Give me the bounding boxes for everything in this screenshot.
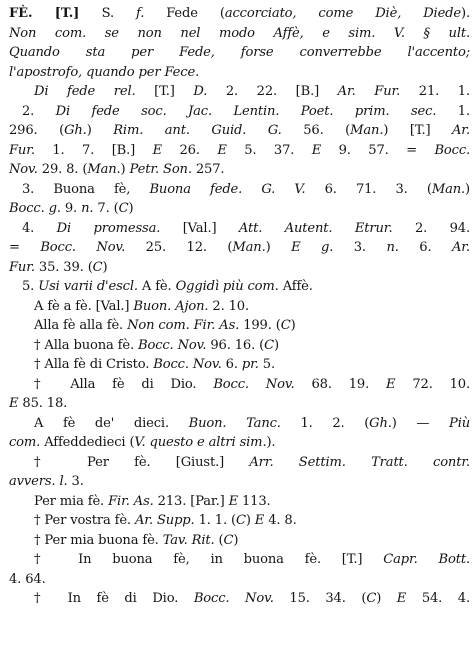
text-segment: Bocc. Nov. — [137, 337, 211, 353]
text-segment: pr. — [241, 357, 263, 372]
text-segment: 5. 37. — [244, 142, 312, 158]
text-line — [9, 375, 470, 395]
text-segment: E — [386, 376, 413, 392]
text-segment: A fè de' dieci. — [34, 415, 189, 431]
text-segment: l'apostrofo, quando per Fece. — [9, 64, 200, 80]
text-line — [9, 511, 470, 531]
text-line — [9, 238, 470, 258]
text-segment: ) — [245, 513, 255, 528]
text-segment: 4. — [22, 220, 57, 236]
text-segment: 96. 16. ( — [210, 337, 265, 353]
text-segment: ) — — [391, 415, 450, 431]
text-segment: 25. 12. ( — [145, 240, 233, 255]
text-segment: ) — [376, 591, 397, 606]
text-segment: ( — [218, 532, 224, 548]
text-segment: † Per mia buona fè. — [34, 532, 163, 548]
text-segment: † Alla fè di Dio. — [34, 376, 214, 392]
text-segment: E — [217, 142, 245, 158]
text-segment: ). — [266, 435, 276, 450]
text-segment: E — [254, 513, 269, 528]
text-segment: 2. 94. — [414, 220, 470, 236]
text-segment: 26. — [179, 142, 218, 158]
text-line — [9, 297, 470, 317]
text-segment: † Alla buona fè. — [34, 337, 138, 353]
text-segment: accorciato, come Diè, Diede — [224, 6, 462, 21]
text-segment: D. — [193, 84, 226, 99]
text-segment: Tav. Rit. — [162, 532, 219, 548]
text-line — [9, 219, 470, 239]
text-segment: ) — [102, 259, 108, 275]
text-segment: 3. — [353, 240, 387, 255]
text-segment: Man. — [431, 181, 466, 197]
text-segment: 1. 1. ( — [198, 513, 236, 528]
text-segment: 1. 2. ( — [300, 415, 370, 431]
text-segment: Capr. Bott. — [383, 552, 470, 567]
text-line — [9, 43, 470, 63]
text-segment: V. questo e altri sim. — [134, 435, 267, 450]
text-line — [9, 531, 470, 551]
text-segment: Alla fè alla fè. — [34, 318, 128, 333]
text-segment: 5. — [22, 279, 39, 294]
text-segment: 113. — [242, 493, 271, 509]
text-segment: Gh. — [369, 415, 392, 431]
text-segment: Fir. As. — [108, 493, 158, 509]
text-segment: Petr. Son. — [129, 162, 196, 177]
text-segment: Man. — [87, 162, 121, 177]
text-segment: Bocc. Nov. — [153, 357, 226, 372]
text-segment: Di fede soc. Jac. Lentin. Poet. prim. sec. — [55, 103, 458, 119]
text-segment: Affè. — [282, 279, 313, 294]
text-segment: E — [9, 396, 23, 411]
text-line — [9, 102, 470, 122]
text-segment: Affeddedieci ( — [44, 435, 135, 450]
text-segment: Bocc. — [434, 142, 470, 158]
text-line — [9, 180, 470, 200]
text-segment: ) — [120, 162, 130, 177]
text-segment: 213. [Par.] — [157, 493, 229, 509]
text-line — [9, 63, 470, 83]
text-segment: n. — [81, 201, 98, 216]
text-line — [9, 492, 470, 512]
text-segment: Usi varii d'escl. — [38, 279, 142, 294]
text-segment: Quando sta per Fede, forse converrebbe l'accento; — [9, 45, 470, 60]
text-segment: Fur. — [9, 142, 53, 158]
text-segment: 5. — [262, 357, 275, 372]
text-segment: [T.] — [154, 84, 194, 99]
text-segment: Ar. Supp. — [134, 513, 199, 528]
text-segment: Bocc. g. — [9, 201, 65, 216]
text-segment: 54. 4. — [421, 591, 470, 606]
text-segment: Più — [449, 415, 470, 431]
text-segment: † In buona fè, in buona fè. [T.] — [34, 552, 384, 567]
text-segment: 68. 19. — [311, 376, 387, 392]
text-segment: E — [152, 142, 180, 158]
text-segment: 1. — [457, 103, 470, 119]
text-line — [9, 141, 470, 161]
text-segment: 3. Buona fè, — [22, 181, 150, 197]
text-line — [9, 199, 470, 219]
text-segment: = — [9, 240, 41, 255]
text-segment: 4. 8. — [268, 513, 297, 528]
text-segment: A fè. — [141, 279, 176, 294]
text-segment: com. — [9, 435, 45, 450]
text-line — [9, 4, 470, 24]
text-segment: ). — [461, 6, 470, 21]
text-segment: FÈ. [T.] — [9, 6, 102, 21]
text-segment: 9. 57. = — [338, 142, 435, 158]
text-segment: Man. — [232, 240, 266, 255]
text-segment: † Per fè. [Giust.] — [34, 454, 250, 470]
text-segment: ) — [265, 240, 292, 255]
text-segment: Di fede rel. — [34, 84, 155, 99]
text-segment: ) — [465, 181, 470, 197]
text-segment: Bocc. Nov. — [193, 591, 290, 606]
text-segment: C — [366, 591, 377, 606]
text-segment: 6. — [419, 240, 452, 255]
text-line — [9, 82, 470, 102]
text-segment: 1. 7. [B.] — [52, 142, 153, 158]
text-segment: E — [396, 591, 422, 606]
text-line — [9, 394, 470, 414]
text-segment: 4. 64. — [9, 571, 46, 587]
text-line — [9, 336, 470, 356]
text-segment: E — [228, 493, 242, 509]
text-segment: 85. 18. — [22, 396, 68, 411]
text-line — [9, 121, 470, 141]
text-segment: 56. ( — [303, 123, 351, 138]
text-segment: 257. — [195, 162, 225, 177]
text-line — [9, 589, 470, 609]
text-segment: n. — [386, 240, 420, 255]
text-segment: Bocc. Nov. — [40, 240, 146, 255]
text-segment: ) — [290, 318, 296, 333]
text-line — [9, 258, 470, 278]
text-segment: 15. 34. ( — [289, 591, 367, 606]
text-segment: Arr. Settim. Tratt. contr. — [249, 454, 470, 470]
text-segment: 21. 1. — [418, 84, 470, 99]
text-segment: avvers. l. — [9, 474, 72, 489]
text-segment: Buon. Ajon. — [133, 298, 213, 314]
text-segment: 6. 71. 3. ( — [324, 181, 432, 197]
text-segment: A fè a fè. [Val.] — [34, 298, 134, 314]
text-segment: ) — [233, 532, 239, 548]
text-line — [9, 277, 470, 297]
text-segment: 199. ( — [243, 318, 281, 333]
text-segment: Nov. — [9, 162, 42, 177]
text-line — [9, 550, 470, 570]
text-segment: Bocc. Nov. — [213, 376, 312, 392]
text-segment: ) [T.] — [383, 123, 452, 138]
text-segment: C — [92, 259, 103, 275]
text-segment: 3. — [71, 474, 84, 489]
text-segment: C — [223, 532, 234, 548]
text-segment: Buon. Tanc. — [188, 415, 301, 431]
text-segment: 35. 39. ( — [38, 259, 93, 275]
text-segment: C — [264, 337, 274, 353]
text-segment: Man. — [350, 123, 384, 138]
text-segment: † Alla fè di Cristo. — [34, 357, 154, 372]
text-segment: 2. 10. — [212, 298, 250, 314]
text-segment: ) — [128, 201, 134, 216]
text-segment: ) — [86, 123, 114, 138]
text-segment: 296. ( — [9, 123, 65, 138]
text-line — [9, 160, 470, 180]
text-segment: Att. Autent. Etrur. — [238, 220, 415, 236]
text-segment: 72. 10. — [412, 376, 470, 392]
text-segment: Ar. — [451, 240, 470, 255]
text-segment: † In fè di Dio. — [34, 591, 194, 606]
text-segment: 6. — [225, 357, 242, 372]
text-segment: 2. — [22, 103, 56, 119]
text-segment: C — [235, 513, 246, 528]
text-segment: S. — [101, 6, 136, 21]
text-segment: f. — [135, 6, 167, 21]
text-segment: Fede ( — [166, 6, 225, 21]
text-segment: Non com. se non nel modo Affè, e sim. V. § ult. — [9, 25, 470, 41]
text-segment: † Per vostra fè. — [34, 513, 135, 528]
text-line — [9, 316, 470, 336]
text-segment: C — [118, 201, 129, 216]
text-segment: Per mia fè. — [34, 493, 109, 509]
text-segment: Oggidì più com. — [175, 279, 283, 294]
text-line — [9, 355, 470, 375]
text-segment: Non com. Fir. As. — [127, 318, 244, 333]
text-line — [9, 453, 470, 473]
text-line — [9, 570, 470, 590]
text-line — [9, 24, 470, 44]
text-line — [9, 472, 470, 492]
text-segment: Ar. Fur. — [337, 84, 419, 99]
text-line — [9, 433, 470, 453]
text-segment: ) — [273, 337, 279, 353]
text-segment: Ar. — [452, 123, 470, 138]
text-segment: Buona fede. G. V. — [149, 181, 325, 197]
text-segment: [Val.] — [182, 220, 239, 236]
text-segment: 2. 22. [B.] — [225, 84, 338, 99]
text-segment: E g. — [291, 240, 354, 255]
text-segment: 7. ( — [97, 201, 119, 216]
text-segment: Gh. — [64, 123, 87, 138]
text-line — [9, 414, 470, 434]
text-segment: 29. 8. ( — [41, 162, 88, 177]
text-segment: Di promessa. — [56, 220, 183, 236]
text-segment: C — [280, 318, 291, 333]
text-segment: E — [311, 142, 339, 158]
text-segment: Fur. — [9, 259, 39, 275]
text-segment: Rim. ant. Guid. G. — [113, 123, 304, 138]
text-segment: 9. — [64, 201, 82, 216]
